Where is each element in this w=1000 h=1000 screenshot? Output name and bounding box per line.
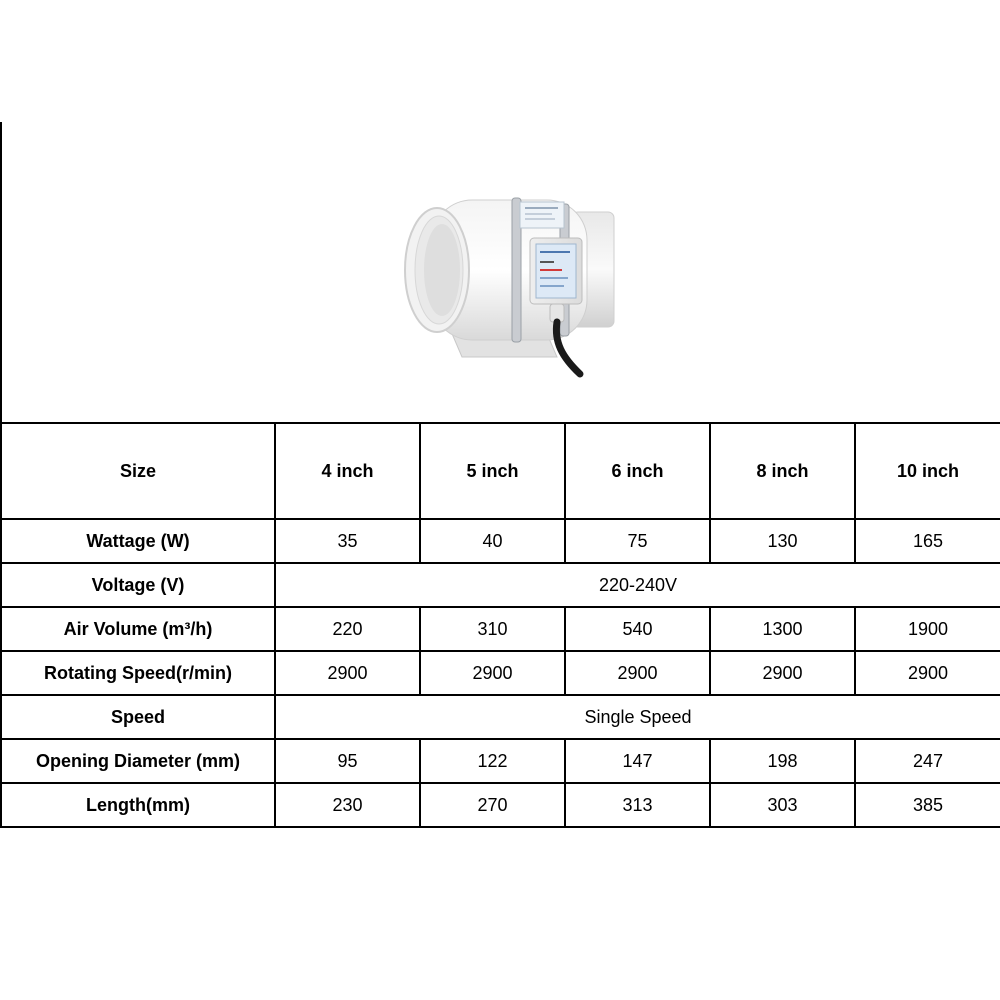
table-cell: 2900: [275, 651, 420, 695]
header-size-5: 5 inch: [420, 423, 565, 519]
table-cell: 310: [420, 607, 565, 651]
table-row-air-volume: [1, 607, 1000, 651]
table-cell: 165: [855, 519, 1000, 563]
header-label: Size: [1, 423, 275, 519]
table-cell: 2900: [855, 651, 1000, 695]
table-cell: 130: [710, 519, 855, 563]
table-cell: 1300: [710, 607, 855, 651]
table-cell: 122: [420, 739, 565, 783]
row-label: Opening Diameter (mm): [1, 739, 275, 783]
row-label: Speed: [1, 695, 275, 739]
table-cell: 2900: [565, 651, 710, 695]
table-cell: 313: [565, 783, 710, 827]
table-cell: 75: [565, 519, 710, 563]
spec-sheet: [0, 122, 1000, 832]
table-row-wattage: [1, 519, 1000, 563]
row-label: Voltage (V): [1, 563, 275, 607]
table-row-length: [1, 783, 1000, 827]
inline-duct-fan-image: [392, 182, 652, 382]
merged-cell: Single Speed: [275, 695, 1000, 739]
table-cell: 220: [275, 607, 420, 651]
table-cell: 2900: [710, 651, 855, 695]
table-row-opening-diameter: [1, 739, 1000, 783]
row-label: Air Volume (m³/h): [1, 607, 275, 651]
specification-table: [0, 422, 1000, 828]
table-cell: 147: [565, 739, 710, 783]
duct-fan-illustration: [392, 182, 652, 382]
table-cell: 95: [275, 739, 420, 783]
row-label: Wattage (W): [1, 519, 275, 563]
header-size-4: 4 inch: [275, 423, 420, 519]
header-size-8: 8 inch: [710, 423, 855, 519]
table-cell: 540: [565, 607, 710, 651]
merged-cell: 220-240V: [275, 563, 1000, 607]
table-cell: 198: [710, 739, 855, 783]
table-row-voltage: [1, 563, 1000, 607]
table-cell: 40: [420, 519, 565, 563]
header-size-10: 10 inch: [855, 423, 1000, 519]
table-cell: 385: [855, 783, 1000, 827]
table-cell: 1900: [855, 607, 1000, 651]
row-label: Rotating Speed(r/min): [1, 651, 275, 695]
header-size-6: 6 inch: [565, 423, 710, 519]
table-cell: 270: [420, 783, 565, 827]
table-cell: 35: [275, 519, 420, 563]
product-image-panel: [0, 122, 1000, 422]
table-cell: 2900: [420, 651, 565, 695]
table-row-speed: [1, 695, 1000, 739]
table-row-rotating-speed: [1, 651, 1000, 695]
table-cell: 247: [855, 739, 1000, 783]
table-cell: 303: [710, 783, 855, 827]
table-cell: 230: [275, 783, 420, 827]
table-header-row: [1, 423, 1000, 519]
row-label: Length(mm): [1, 783, 275, 827]
